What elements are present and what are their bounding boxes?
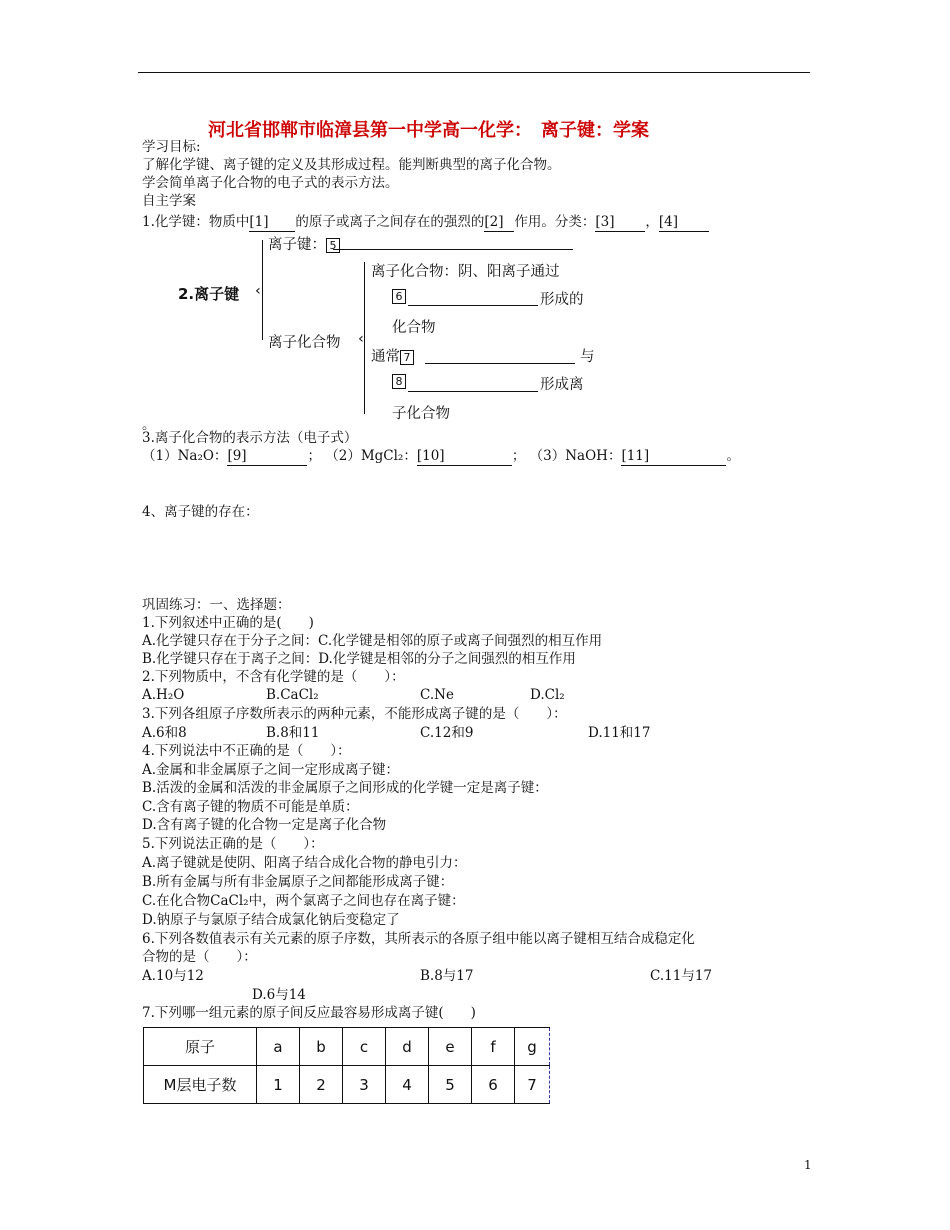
box-7[interactable]: 7 (400, 350, 414, 365)
table-cell: 1 (257, 1066, 300, 1104)
practice-heading: 巩固练习：一、选择题： (142, 597, 291, 613)
q3-option-a: A.6和8 (142, 725, 187, 741)
q6-option-c: C.11与17 (650, 968, 712, 984)
diagram-sub-usually-row: 通常 7 (371, 345, 416, 366)
q3-option-b: B.8和11 (266, 725, 320, 741)
blank-9[interactable]: [9] (227, 447, 307, 466)
table-cell: 4 (386, 1066, 429, 1104)
table-row (144, 1066, 550, 1104)
practice-q5-option-c: C.在化合物CaCl₂中，两个氯离子之间也存在离子键： (142, 893, 465, 909)
question-1-chemical-bond: 1.化学键：物质中[1] 的原子或离子之间存在的强烈的[2] 作用。分类：[3] ，[4] (142, 213, 709, 232)
brace-tip-compound: ‹ (358, 331, 364, 347)
answer-line-8 (408, 391, 538, 392)
table-cell: f (472, 1028, 515, 1066)
table-cell: g (515, 1028, 550, 1066)
question-3-heading: 3.离子化合物的表示方法（电子式） (142, 430, 358, 446)
goals-line-1: 了解化学键、离子键的定义及其形成过程。能判断典型的离子化合物。 (142, 157, 561, 173)
q6-option-d: D.6与14 (252, 987, 306, 1003)
diagram-sub-usually-tail2: 形成离 (540, 377, 584, 393)
table-cell: b (300, 1028, 343, 1066)
brace-compound (364, 262, 365, 414)
q3-option-d: D.11和17 (588, 725, 651, 741)
self-study-heading: 自主学案 (142, 193, 196, 209)
diagram-branch-ionic-bond: 离子键： 5 (268, 233, 342, 254)
answer-line-5 (333, 249, 573, 250)
practice-q5: 5.下列说法正确的是（ ）： (142, 836, 324, 852)
diagram-box-6-row (392, 288, 408, 304)
diagram-branch-ionic-compound: 离子化合物 (268, 335, 341, 351)
table-cell: e (429, 1028, 472, 1066)
stray-period: 。 (142, 417, 156, 433)
practice-q3: 3.下列各组原子序数所表示的两种元素，不能形成离子键的是（ ）： (142, 706, 567, 722)
diagram-sub-usually-line3: 子化合物 (392, 406, 450, 422)
diagram-root-label: 2.离子键 (178, 285, 240, 303)
brace-root (262, 240, 263, 340)
goals-heading: 学习目标: (142, 139, 201, 155)
practice-q6-line2: 合物的是（ ）： (142, 949, 257, 965)
box-5[interactable]: 5 (326, 238, 340, 253)
practice-q5-option-a: A.离子键就是使阴、阳离子结合成化合物的静电引力： (142, 855, 467, 871)
table-cell: 6 (472, 1066, 515, 1104)
practice-q4-option-c: C.含有离子键的物质不可能是单质： (142, 799, 359, 815)
answer-line-7 (425, 363, 575, 364)
diagram-sub-definition-tail: 形成的 (540, 292, 584, 308)
q3-option-c: C.12和9 (420, 725, 474, 741)
table-cell: 2 (300, 1066, 343, 1104)
q2-option-b: B.CaCl₂ (266, 687, 319, 703)
question-3-items: （1）Na₂O：[9] ； （2）MgCl₂：[10] ； （3）NaOH：[11] 。 (142, 448, 740, 464)
table-cell: d (386, 1028, 429, 1066)
diagram-sub-usually-tail: 与 (580, 349, 595, 365)
practice-q2: 2.下列物质中，不含有化学键的是（ ）： (142, 669, 405, 685)
practice-q4-option-a: A.金属和非金属原子之间一定形成离子键： (142, 762, 400, 778)
brace-tip-root: ‹ (255, 283, 261, 299)
practice-q6-line1: 6.下列各数值表示有关元素的原子序数，其所表示的各原子组中能以离子键相互结合成稳定化 (142, 931, 695, 947)
practice-q4-option-d: D.含有离子键的化合物一定是离子化合物 (142, 817, 387, 833)
practice-q5-option-d: D.钠原子与氯原子结合成氯化钠后变稳定了 (142, 912, 400, 928)
table-row (144, 1028, 550, 1066)
question-4-heading: 4、离子键的存在： (142, 504, 259, 520)
table-cell: 5 (429, 1066, 472, 1104)
box-8[interactable]: 8 (392, 374, 406, 389)
q2-option-a: A.H₂O (142, 687, 185, 703)
diagram-box-8-row (392, 373, 408, 389)
table-cell: 3 (343, 1066, 386, 1104)
table-cell: a (257, 1028, 300, 1066)
q6-option-a: A.10与12 (142, 968, 204, 984)
blank-4[interactable]: [4] (659, 213, 709, 232)
practice-q7: 7.下列哪一组元素的原子间反应最容易形成离子键( ) (142, 1005, 476, 1021)
practice-q1: 1.下列叙述中正确的是( ) (142, 615, 314, 631)
page-title: 河北省邯郸市临漳县第一中学高一化学： 离子键：学案 (208, 120, 649, 141)
q2-option-c: C.Ne (420, 687, 454, 703)
electron-table (143, 1027, 550, 1104)
goals-line-2: 学会简单离子化合物的电子式的表示方法。 (142, 175, 399, 191)
table-header-cell: M层电子数 (144, 1066, 257, 1104)
blank-11[interactable]: [11] (621, 447, 726, 466)
table-cell: 7 (515, 1066, 550, 1104)
blank-1[interactable]: [1] (249, 213, 295, 232)
answer-line-6 (408, 305, 538, 306)
practice-q4: 4.下列说法中不正确的是（ ）： (142, 743, 351, 759)
table-cell: c (343, 1028, 386, 1066)
practice-q5-option-b: B.所有金属与所有非金属原子之间都能形成离子键： (142, 874, 454, 890)
header-rule (138, 72, 810, 73)
blank-2[interactable]: [2] (484, 213, 514, 232)
q2-option-d: D.Cl₂ (530, 687, 565, 703)
practice-q1-options-bd: B.化学键只存在于离子之间：D.化学键是相邻的分子之间强烈的相互作用 (142, 651, 576, 667)
diagram-sub-definition-line1: 离子化合物：阴、阳离子通过 (371, 264, 560, 280)
page-number: 1 (804, 1158, 812, 1172)
blank-10[interactable]: [10] (417, 447, 512, 466)
blank-3[interactable]: [3] (595, 213, 645, 232)
diagram-sub-definition-line3: 化合物 (392, 320, 436, 336)
q6-option-b: B.8与17 (420, 968, 474, 984)
box-6[interactable]: 6 (392, 289, 406, 304)
practice-q4-option-b: B.活泼的金属和活泼的非金属原子之间形成的化学键一定是离子键： (142, 780, 548, 796)
practice-q1-options-ac: A.化学键只存在于分子之间：C.化学键是相邻的原子或离子间强烈的相互作用 (142, 633, 603, 649)
table-header-cell: 原子 (144, 1028, 257, 1066)
